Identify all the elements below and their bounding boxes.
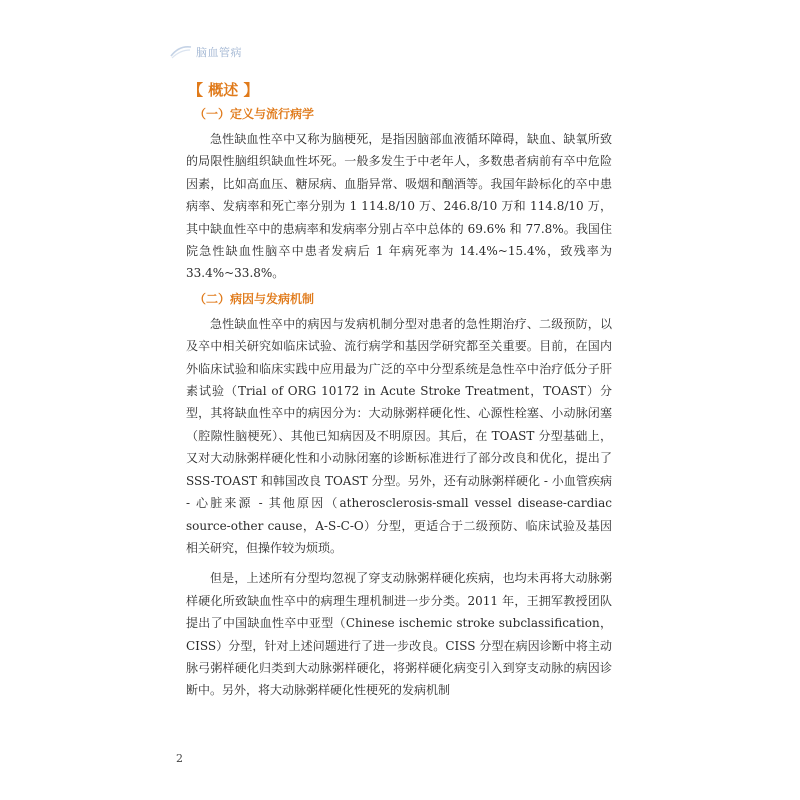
subsection-title-definition: （一）定义与流行病学 [194,107,315,121]
section-title: 【 概述 】 [188,81,259,99]
paragraph: 急性缺血性卒中的病因与发病机制分型对患者的急性期治疗、二级预防，以及卒中相关研究如临床试验、流行病学和基因学研究都至关重要。目前，在国内外临床试验和临床实践中应用最为广泛的卒中分型系统是急性卒中治疗低分子肝素试验（Trial of ORG 10172 in Acute Stroke Treatment，TOAST）分型，其将缺血性卒中的病因分为：大动脉粥样硬化性、心源性栓塞、小动脉闭塞（腔隙性脑梗死）、其他已知病因及不明原因。其后，在 TOAST 分型基础上，又对大动脉粥样硬化性和小动脉闭塞的诊断标准进行了部分改良和优化，提出了 SSS-TOAST 和韩国改良 TOAST 分型。另外，还有动脉粥样硬化 - 小血管疾病 - 心脏来源 - 其他原因（atherosclerosis-small vessel disease-cardiac source-other cause，A-S-C-O）分型，更适合于二级预防、临床试验及基因相关研究，但操作较为烦琐。 [186,316,612,555]
page-number: 2 [176,752,183,765]
running-header [170,40,242,64]
subsection-title-etiology: （二）病因与发病机制 [194,291,315,306]
swoosh-logo-icon [170,44,192,60]
paragraph: 但是，上述所有分型均忽视了穿支动脉粥样硬化疾病，也均未再将大动脉粥样硬化所致缺血性卒中的病理生理机制进一步分类。2011 年，王拥军教授团队提出了中国缺血性卒中亚型（Chinese ischemic stroke subclassification，CISS）分型，针对上述问题进行了进一步改良。CISS 分型在病因诊断中将主动脉弓粥样硬化归类到大动脉粥样硬化，将粥样硬化病变引入到穿支动脉的病因诊断中。另外，将大动脉粥样硬化性梗死的发病机制 [186,571,612,698]
paragraph: 急性缺血性卒中又称为脑梗死，是指因脑部血液循环障碍，缺血、缺氧所致的局限性脑组织缺血性坏死。一般多发生于中老年人，多数患者病前有卒中危险因素，比如高血压、糖尿病、血脂异常、吸烟和酗酒等。我国年龄标化的卒中患病率、发病率和死亡率分别为 1 114.8/10 万、246.8/10 万和 114.8/10 万，其中缺血性卒中的患病率和发病率分别占卒中总体的 69.6% 和 77.8%。我国住院急性缺血性脑卒中患者发病后 1 年病死率为 14.4%~15.4%，致残率为 33.4%~33.8%。 [186,132,612,281]
main-content [186,80,612,702]
running-title: 脑血管病 [196,46,242,59]
